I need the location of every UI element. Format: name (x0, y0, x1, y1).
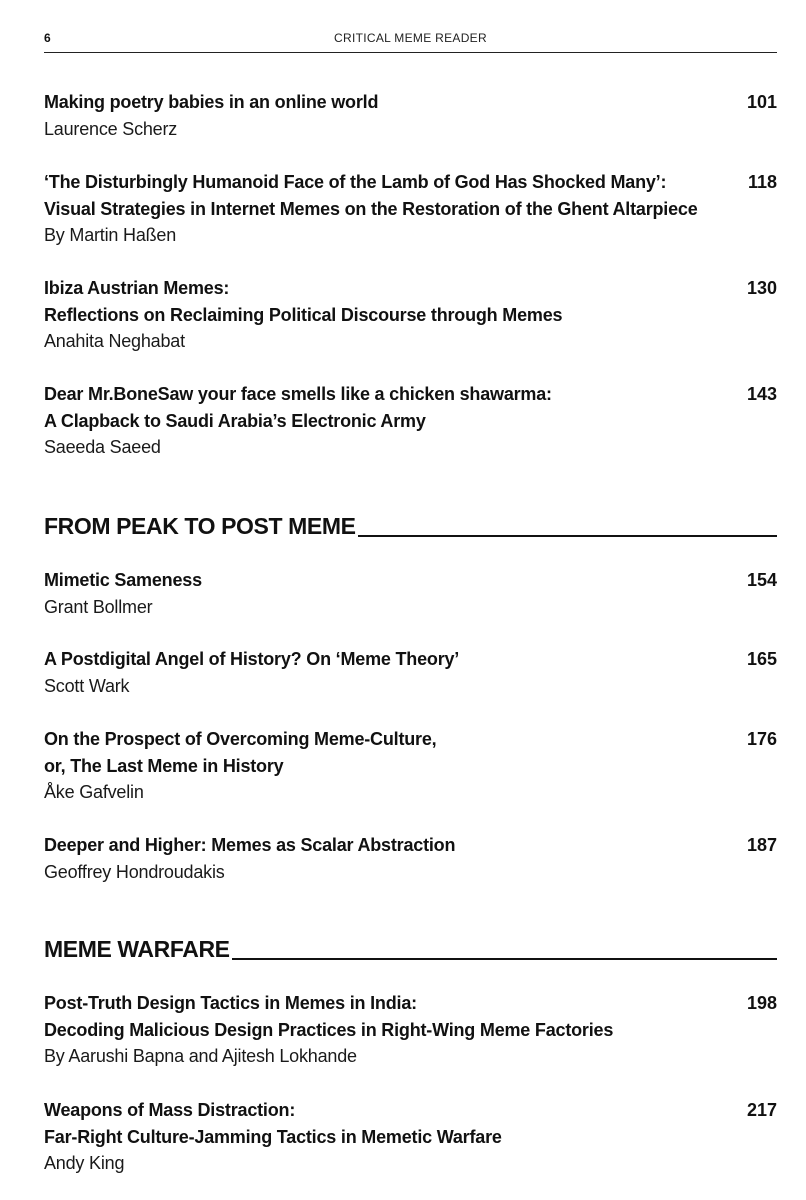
entry-subtitle: Far-Right Culture-Jamming Tactics in Memetic Warfare (44, 1126, 502, 1147)
entry-author: Andy King (44, 1153, 125, 1173)
page-header (44, 30, 777, 53)
toc-entry (44, 89, 777, 142)
entry-page-number: 101 (746, 92, 777, 112)
section-heading (44, 933, 777, 963)
toc-entry (44, 169, 777, 249)
entry-author: By Aarushi Bapna and Ajitesh Lokhande (44, 1046, 357, 1066)
toc-entry (44, 990, 777, 1070)
toc-entry (44, 646, 777, 699)
entry-title: Dear Mr.BoneSaw your face smells like a chicken shawarma: (44, 384, 552, 404)
entry-page-number: 130 (746, 278, 777, 298)
entry-subtitle: Reflections on Reclaiming Political Discourse through Memes (44, 304, 563, 325)
toc-entry (44, 567, 777, 620)
entry-author: Åke Gafvelin (44, 782, 144, 802)
entry-author: By Martin Haßen (44, 225, 177, 245)
entry-subtitle: A Clapback to Saudi Arabia’s Electronic Army (44, 410, 426, 431)
entry-title: Ibiza Austrian Memes: (44, 278, 230, 298)
entry-page-number: 118 (747, 172, 777, 192)
entry-title: Weapons of Mass Distraction: (44, 1100, 296, 1120)
toc-entry (44, 1097, 777, 1177)
entry-subtitle: or, The Last Meme in History (44, 755, 284, 776)
running-title: CRITICAL MEME READER (334, 31, 487, 45)
entry-author: Grant Bollmer (44, 596, 153, 617)
entry-title: Making poetry babies in an online world (44, 92, 379, 112)
section-title: MEME WARFARE (44, 936, 230, 962)
entry-page-number: 165 (746, 649, 777, 669)
entry-page-number: 187 (746, 835, 777, 855)
section-rule (232, 958, 777, 960)
entry-title: Mimetic Sameness (44, 570, 202, 590)
entry-subtitle: Visual Strategies in Internet Memes on the Restoration of the Ghent Altarpiece (44, 198, 698, 219)
section-rule (358, 535, 777, 537)
section-heading (44, 510, 777, 540)
entry-author: Geoffrey Hondroudakis (44, 861, 225, 882)
toc-entry (44, 726, 777, 806)
entry-page-number: 143 (746, 384, 777, 404)
entry-title: ‘The Disturbingly Humanoid Face of the Lamb of God Has Shocked Many’: (44, 172, 667, 192)
entry-author: Saeeda Saeed (44, 437, 161, 457)
toc-entry (44, 381, 777, 461)
toc-entry (44, 275, 777, 355)
entry-page-number: 176 (746, 729, 777, 749)
entry-subtitle: Decoding Malicious Design Practices in Right-Wing Meme Factories (44, 1019, 614, 1040)
entry-title: Deeper and Higher: Memes as Scalar Abstraction (44, 835, 456, 855)
entry-author: Anahita Neghabat (44, 331, 185, 351)
entry-author: Laurence Scherz (44, 118, 178, 139)
entry-title: A Postdigital Angel of History? On ‘Meme Theory’ (44, 649, 460, 669)
entry-title: Post-Truth Design Tactics in Memes in India: (44, 993, 417, 1013)
entry-page-number: 154 (746, 570, 777, 590)
toc-entry (44, 832, 777, 885)
section-title: FROM PEAK TO POST MEME (44, 513, 356, 539)
page-number: 6 (44, 31, 51, 45)
entry-page-number: 198 (746, 993, 777, 1013)
entry-page-number: 217 (746, 1100, 777, 1120)
entry-title: On the Prospect of Overcoming Meme-Culture, (44, 729, 437, 749)
entry-author: Scott Wark (44, 675, 130, 696)
